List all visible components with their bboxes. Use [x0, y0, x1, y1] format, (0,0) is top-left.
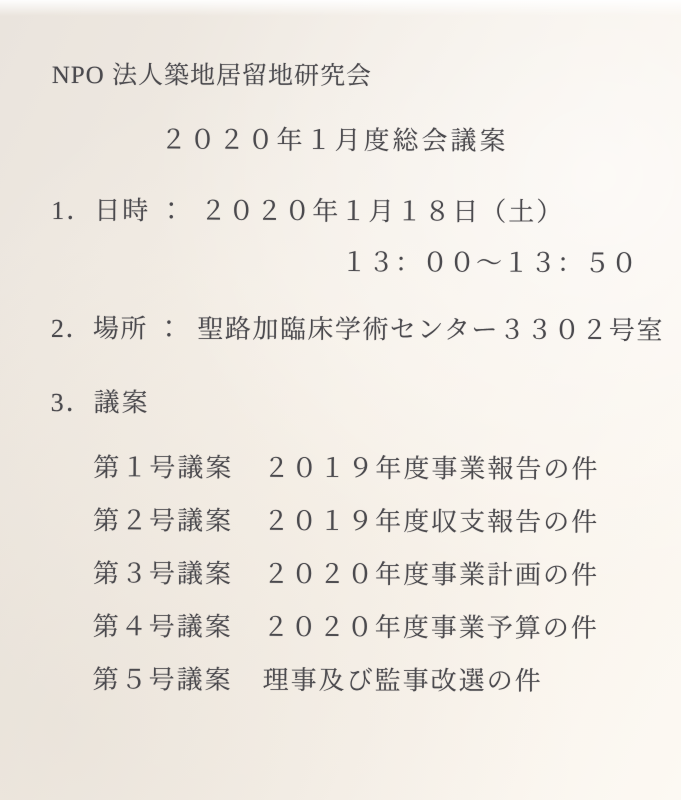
- agenda-label: 第２号議案: [93, 506, 234, 536]
- agenda-label: 第４号議案: [92, 612, 233, 642]
- section-number: 1．: [51, 195, 95, 226]
- agenda-label: 第３号議案: [92, 559, 234, 589]
- agenda-item-4: [93, 606, 599, 645]
- agenda-item-5: [93, 659, 543, 698]
- section-number: 3．: [50, 387, 94, 418]
- agenda-item-3: [93, 553, 599, 592]
- organization-name: NPO 法人築地居留地研究会: [51, 61, 373, 91]
- agenda-title: 理事及び監事改選の件: [262, 665, 543, 696]
- agenda-label: 第１号議案: [93, 453, 234, 483]
- place-value: 聖路加臨床学術センター３３０２号室: [197, 314, 664, 346]
- section-label: 議案: [93, 388, 150, 418]
- section-datetime: [51, 190, 564, 229]
- agenda-item-2: [93, 500, 599, 539]
- section-label: 場所: [92, 314, 148, 344]
- agenda-item-1: [93, 447, 599, 486]
- time-range: １３：００～１３：５０: [341, 248, 639, 279]
- section-agenda-heading: [51, 382, 150, 419]
- agenda-label: 第５号議案: [92, 665, 233, 695]
- agenda-title: ２０２０年度事業予算の件: [262, 612, 599, 643]
- section-label: 日時: [94, 196, 151, 226]
- section-place: [51, 308, 664, 347]
- agenda-title: ２０１９年度収支報告の件: [263, 506, 600, 537]
- datetime-value: ２０２０年１月１８日（土）: [200, 196, 565, 227]
- section-number: 2．: [50, 313, 93, 344]
- section-separator: ：: [158, 196, 187, 226]
- agenda-title: ２０１９年度事業報告の件: [263, 453, 600, 484]
- agenda-title: ２０２０年度事業計画の件: [262, 559, 600, 590]
- document-title: ２０２０年１月度総会議案: [160, 125, 509, 156]
- section-separator: ：: [155, 314, 184, 344]
